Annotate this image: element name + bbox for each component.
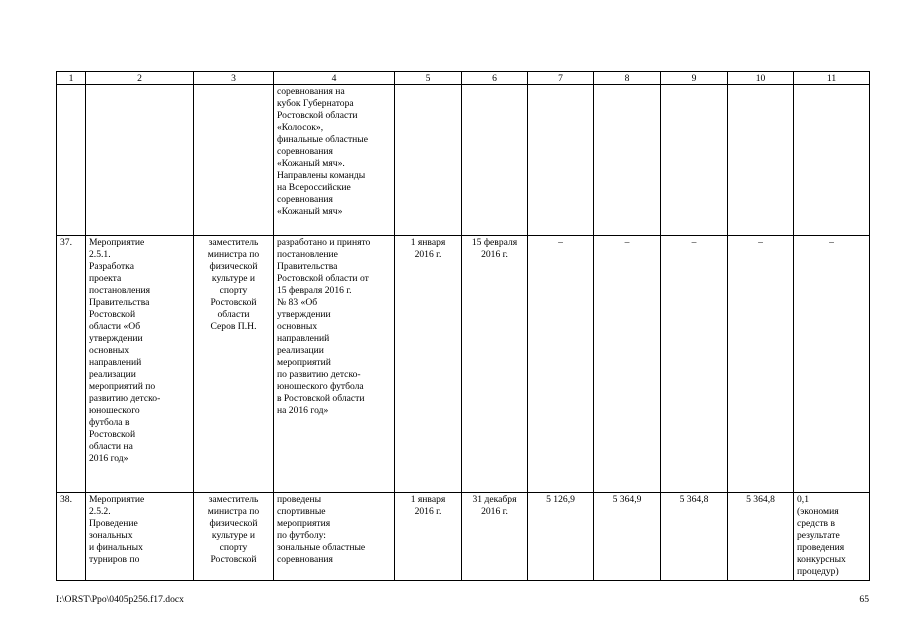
cell-text-line: Мероприятие [89,237,145,248]
cell-text-line: спортивные [277,506,326,517]
table-row [57,236,870,493]
cell-text-line: финальные областные [277,134,368,145]
cell-text-line: зональные областные [277,542,366,553]
cell-text-line: по футболу: [277,530,326,541]
amount-cell: 5 364,9 [594,493,661,581]
cell-text-line: Правительства [277,261,338,272]
result-cell [274,236,395,493]
responsible-cell [194,85,274,236]
end-date-cell [462,85,528,236]
cell-text-line: юношеского футбола [277,381,364,392]
cell-text-line: 2.5.2. [89,506,111,517]
cell-text-line: «Колосок», [277,122,324,133]
start-date-cell [395,493,462,581]
cell-text-line: мероприятия [277,518,331,529]
cell-text-line: культуре и [211,273,256,284]
note-cell [794,236,870,493]
cell-text-line: соревнования [277,146,333,157]
cell-text-line: турниров по [89,554,140,565]
amount-cell: – [661,236,728,493]
cell-text-line: утверждении [277,309,331,320]
amount-cell: 5 126,9 [528,493,594,581]
cell-text-line: области на [89,441,133,452]
cell-text-line: Ростовской [210,554,257,565]
cell-text-line: зональных [89,530,133,541]
cell-text-line: Мероприятие [89,494,145,505]
amount-cell: 5 364,8 [661,493,728,581]
cell-text-line: Ростовской [89,429,136,440]
cell-text-line: – [829,237,834,248]
cell-text-line: средств в [797,518,835,529]
cell-text-line: физической [209,518,258,529]
cell-text-line: спорту [219,542,248,553]
cell-text-line: 2016 год» [89,453,129,464]
header-cell: 1 [57,72,86,85]
header-row [57,72,870,85]
cell-text-line: Направлены команды [277,170,366,181]
cell-text-line: конкурсных [797,554,846,565]
cell-text-line: проведены [277,494,322,505]
cell-text-line: Ростовской области от [277,273,369,284]
cell-text-line: 0,1 [797,494,809,505]
header-cell: 7 [528,72,594,85]
cell-text-line: заместитель [208,494,259,505]
cell-text-line: Ростовской [210,297,257,308]
cell-text-line: юношеского [89,405,140,416]
cell-text-line: соревнования [277,554,333,565]
amount-cell: 5 364,8 [728,493,794,581]
cell-text-line: разработано и принято [277,237,371,248]
cell-text-line: соревнования [277,194,333,205]
page-number: 65 [859,594,869,605]
header-cell: 3 [194,72,274,85]
start-date-cell [395,85,462,236]
amount-cell [661,85,728,236]
cell-text-line: в Ростовской области [277,393,365,404]
amount-cell [728,85,794,236]
cell-text-line: и финальных [89,542,143,553]
header-cell: 8 [594,72,661,85]
end-date-cell [462,236,528,493]
cell-text-line: футбола в [89,417,130,428]
header-cell: 11 [794,72,870,85]
cell-text-line: Разработка [89,261,134,272]
cell-text-line: результате [797,530,840,541]
cell-text-line: физической [209,261,258,272]
cell-text-line: 1 января [410,494,446,505]
cell-text-line: 2016 г. [414,249,442,260]
cell-text-line: культуре и [211,530,256,541]
cell-text-line: № 83 «Об [277,297,318,308]
result-cell [274,85,395,236]
amount-cell: – [594,236,661,493]
row-number-cell [57,85,86,236]
header-cell: 9 [661,72,728,85]
row-number-cell: 38. [57,493,86,581]
cell-text-line: министра по [207,506,260,517]
row-number-cell: 37. [57,236,86,493]
cell-text-line: кубок Губернатора [277,98,354,109]
activities-table [56,71,870,581]
cell-text-line: основных [89,345,130,356]
cell-text-line: реализации [89,369,136,380]
responsible-cell [194,236,274,493]
cell-text-line: 2016 г. [481,506,508,517]
cell-text-line: области [217,309,250,320]
cell-text-line: мероприятий [277,357,331,368]
cell-text-line: 2016 г. [481,249,508,260]
header-cell: 10 [728,72,794,85]
cell-text-line: Серов П.Н. [210,321,257,332]
cell-text-line: 31 декабря [472,494,517,505]
activity-cell [86,493,194,581]
cell-text-line: 1 января [410,237,446,248]
cell-text-line: Правительства [89,297,150,308]
responsible-cell [194,493,274,581]
cell-text-line: 15 февраля 2016 г. [277,285,352,296]
cell-text-line: направлений [277,333,330,344]
note-cell [794,85,870,236]
cell-text-line: постановление [277,249,338,260]
cell-text-line: соревнования на [277,86,345,97]
amount-cell: – [528,236,594,493]
cell-text-line: (экономия [797,506,839,517]
cell-text-line: 15 февраля [471,237,518,248]
cell-text-line: реализации [277,345,324,356]
cell-text-line: проекта [89,273,122,284]
cell-text-line: спорту [219,285,248,296]
note-cell [794,493,870,581]
header-cell: 2 [86,72,194,85]
amount-cell [594,85,661,236]
cell-text-line: 2016 г. [414,506,442,517]
amount-cell [528,85,594,236]
cell-text-line: «Кожаный мяч». [277,158,345,169]
cell-text-line: министра по [207,249,260,260]
start-date-cell [395,236,462,493]
cell-text-line: проведения [797,542,845,553]
cell-text-line: постановления [89,285,151,296]
cell-text-line: утверждении [89,333,143,344]
cell-text-line: мероприятий по [89,381,156,392]
cell-text-line: «Кожаный мяч» [277,206,343,217]
file-path: I:\ORST\Ppo\0405p256.f17.docx [56,594,184,605]
activity-cell [86,236,194,493]
cell-text-line: Ростовской области [277,110,358,121]
header-cell: 6 [462,72,528,85]
cell-text-line: развитию детско- [89,393,161,404]
cell-text-line: заместитель [208,237,259,248]
cell-text-line: на Всероссийские [277,182,351,193]
cell-text-line: по развитию детско- [277,369,361,380]
cell-text-line: основных [277,321,318,332]
amount-cell: – [728,236,794,493]
cell-text-line: области «Об [89,321,141,332]
table-row [57,493,870,581]
header-cell: 5 [395,72,462,85]
end-date-cell [462,493,528,581]
cell-text-line: процедур) [797,566,839,577]
cell-text-line: Проведение [89,518,138,529]
table-row [57,85,870,236]
cell-text-line: направлений [89,357,142,368]
cell-text-line: 2.5.1. [89,249,111,260]
result-cell [274,493,395,581]
activity-cell [86,85,194,236]
cell-text-line: на 2016 год» [277,405,329,416]
header-cell: 4 [274,72,395,85]
cell-text-line: Ростовской [89,309,136,320]
